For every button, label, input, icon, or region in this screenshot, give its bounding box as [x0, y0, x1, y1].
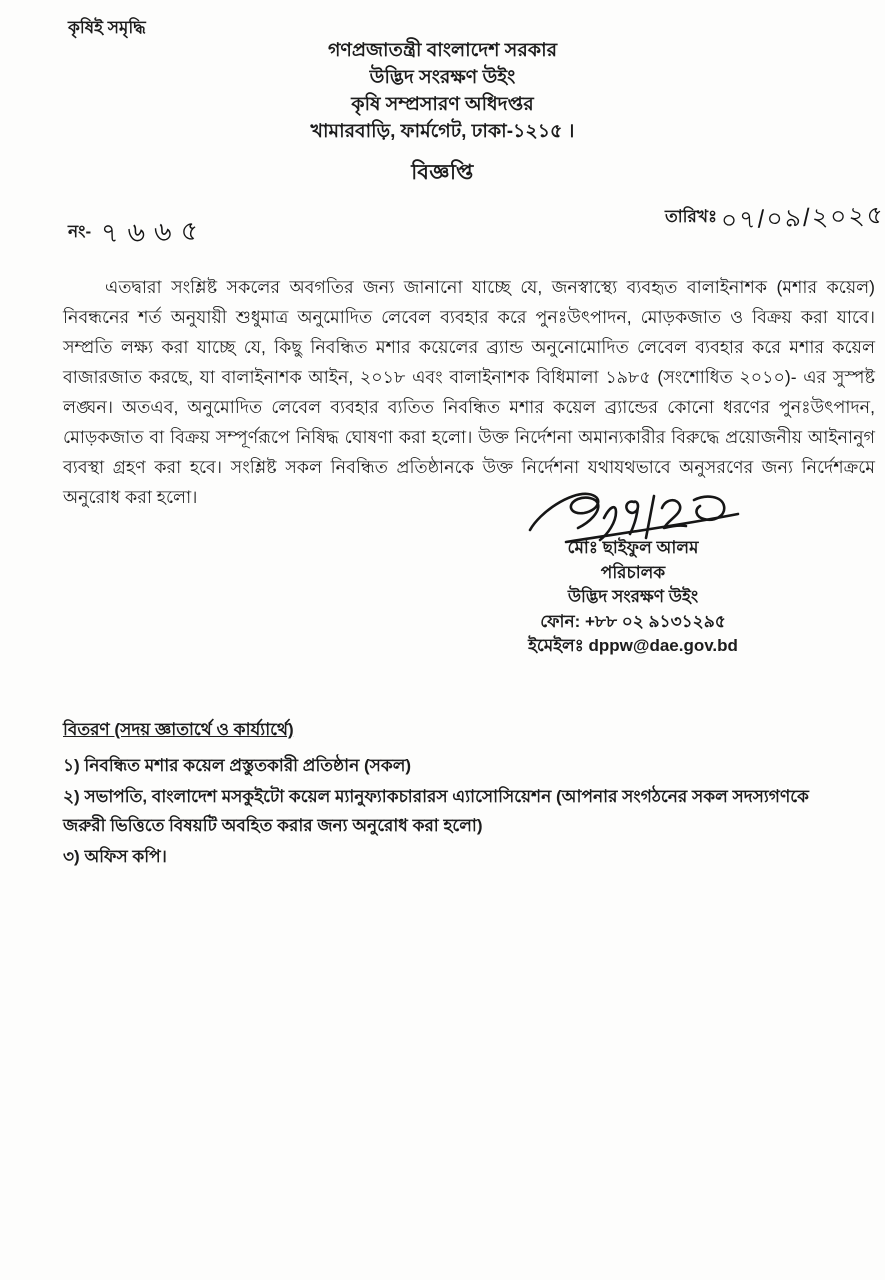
distribution-item: ২) সভাপতি, বাংলাদেশ মসকুইটো কয়েল ম্যানুফ্যাকচারারস এ্যাসোসিয়েশন (আপনার সংগঠনের সকল সদস্যগণকে জরুরী ভিত্তিতে বিষয়টি অবহিত করার জন্য অনুরোধ করা হলো)	[63, 787, 809, 835]
memo-number-label: নং-	[68, 222, 92, 241]
memo-date-handwritten-value: ০৭/০৯/২০২৫	[720, 201, 885, 235]
distribution-heading: বিতরণ (সদয় জ্ঞাতার্থে ও কার্য্যার্থে)	[63, 720, 294, 739]
motto-text: কৃষিই সমৃদ্ধি	[68, 18, 146, 37]
signatory-phone: ফোন: +৮৮ ০২ ৯১৩১২৯৫	[540, 611, 726, 631]
letterhead-wing: উদ্ভিদ সংরক্ষণ উইং	[369, 67, 516, 88]
letterhead	[0, 37, 885, 145]
signatory-email: ইমেইলঃ dppw@dae.gov.bd	[528, 636, 738, 655]
memo-number-handwritten-value: ৭৬৬৫	[100, 215, 208, 249]
letterhead-address: খামারবাড়ি, ফার্মগেট, ঢাকা-১২১৫ ।	[310, 121, 575, 142]
distribution-item: ৩) অফিস কপি।	[63, 847, 167, 866]
signatory-designation: পরিচালক	[600, 562, 666, 582]
letterhead-government: গণপ্রজাতন্ত্রী বাংলাদেশ সরকার	[327, 40, 558, 61]
signature-block	[493, 484, 773, 659]
document-title: বিজ্ঞপ্তি	[411, 161, 474, 184]
distribution-item: ১) নিবন্ধিত মশার কয়েল প্রস্তুতকারী প্রতিষ্ঠান (সকল)	[63, 755, 412, 775]
signatory-name: মোঃ ছাইফুল আলম	[567, 538, 699, 557]
signatory-office: উদ্ভিদ সংরক্ষণ উইং	[567, 587, 699, 606]
distribution-section	[63, 716, 855, 875]
notification-body-paragraph: এতদ্বারা সংশ্লিষ্ট সকলের অবগতির জন্য জানানো যাচ্ছে যে, জনস্বাস্থ্যে ব্যবহৃত বালাইনাশক (মশার কয়েল) নিবন্ধনের শর্ত অনুযায়ী শুধুমাত্র অনুমোদিত লেবেল ব্যবহার করে পুনঃউৎপাদন, মোড়কজাত ও বিক্রয় করা যাবে। সম্প্রতি লক্ষ্য করা যাচ্ছে যে, কিছু নিবন্ধিত মশার কয়েলের ব্র্যান্ড অনুনোমোদিত লেবেল ব্যবহার করে মশার কয়েল বাজারজাত করছে, যা বালাইনাশক আইন, ২০১৮ এবং বালাইনাশক বিধিমালা ১৯৮৫ (সংশোধিত ২০১০)- এর সুস্পষ্ট লঙ্ঘন। অতএব, অনুমোদিত লেবেল ব্যবহার ব্যতিত নিবন্ধিত মশার কয়েল ব্র্যান্ডের কোনো ধরণের পুনঃউৎপাদন, মোড়কজাত বা বিক্রয় সম্পূর্ণরূপে নিষিদ্ধ ঘোষণা করা হলো। উক্ত নির্দেশনা অমান্যকারীর বিরুদ্ধে প্রয়োজনীয় আইনানুগ ব্যবস্থা গ্রহণ করা হবে। সংশ্লিষ্ট সকল নিবন্ধিত প্রতিষ্ঠানকে উক্ত নির্দেশনা যথাযথভাবে অনুসরণের জন্য নির্দেশক্রমে অনুরোধ করা হলো।	[63, 277, 875, 507]
letterhead-department: কৃষি সম্প্রসারণ অধিদপ্তর	[351, 94, 534, 115]
memo-number	[68, 212, 207, 257]
memo-date-label: তারিখঃ	[664, 207, 718, 226]
memo-date	[665, 198, 885, 241]
